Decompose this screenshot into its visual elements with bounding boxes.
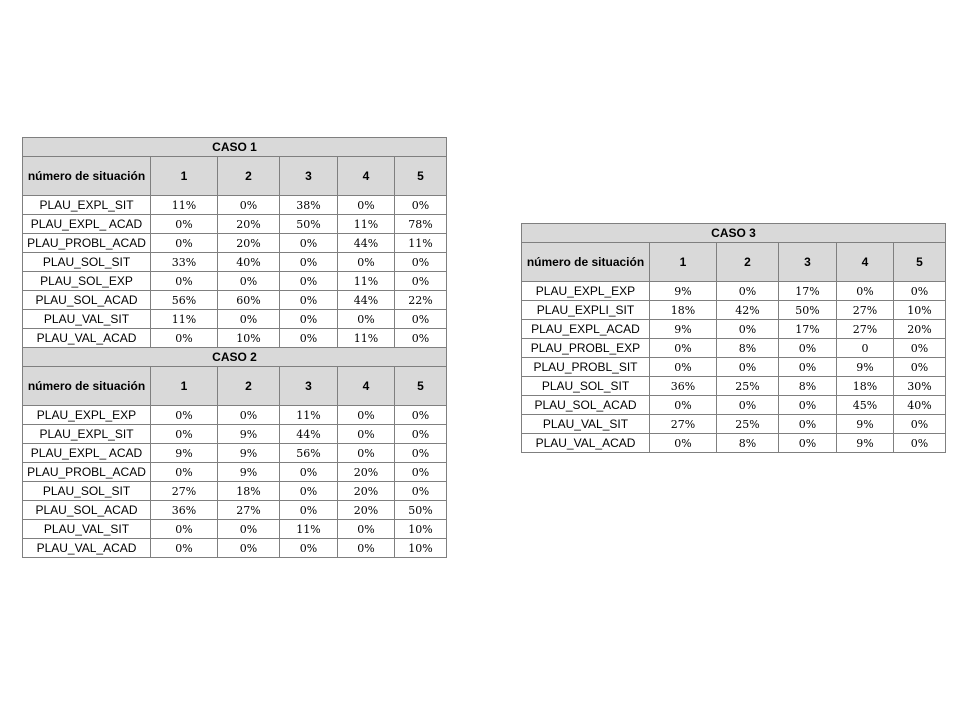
row-label: PLAU_PROBL_SIT — [522, 358, 650, 377]
percent-cell: 0% — [218, 310, 280, 329]
casos-1-2-table — [22, 137, 447, 558]
table-row — [522, 320, 946, 339]
case-title: CASO 1 — [23, 138, 447, 157]
percent-cell: 11% — [338, 215, 395, 234]
percent-cell: 0% — [151, 406, 218, 425]
percent-cell: 36% — [151, 501, 218, 520]
percent-cell: 27% — [650, 415, 717, 434]
column-header: 3 — [779, 243, 837, 282]
percent-cell: 0% — [395, 329, 447, 348]
column-header: 2 — [218, 157, 280, 196]
percent-cell: 0% — [338, 539, 395, 558]
percent-cell: 0% — [280, 253, 338, 272]
percent-cell: 78% — [395, 215, 447, 234]
table-row — [23, 234, 447, 253]
table-row — [522, 434, 946, 453]
percent-cell: 18% — [650, 301, 717, 320]
percent-cell: 0% — [395, 310, 447, 329]
row-label: PLAU_EXPL_EXP — [522, 282, 650, 301]
row-label: PLAU_SOL_ACAD — [522, 396, 650, 415]
percent-cell: 0% — [280, 272, 338, 291]
percent-cell: 27% — [218, 501, 280, 520]
percent-cell: 0% — [395, 272, 447, 291]
row-label: PLAU_PROBL_EXP — [522, 339, 650, 358]
column-header: 2 — [218, 367, 280, 406]
percent-cell: 0% — [894, 282, 946, 301]
percent-cell: 40% — [894, 396, 946, 415]
table-row — [522, 282, 946, 301]
percent-cell: 0% — [280, 463, 338, 482]
row-label: PLAU_SOL_ACAD — [23, 291, 151, 310]
percent-cell: 17% — [779, 320, 837, 339]
percent-cell: 0% — [779, 415, 837, 434]
table-row — [23, 272, 447, 291]
percent-cell: 8% — [717, 339, 779, 358]
percent-cell: 8% — [717, 434, 779, 453]
percent-cell: 20% — [338, 501, 395, 520]
case-title-row — [23, 348, 447, 367]
table-row — [23, 501, 447, 520]
table-row — [23, 196, 447, 215]
percent-cell: 9% — [218, 444, 280, 463]
column-header-row — [522, 243, 946, 282]
percent-cell: 9% — [650, 282, 717, 301]
percent-cell: 0% — [280, 234, 338, 253]
caso-3-table — [521, 223, 946, 453]
column-header: 2 — [717, 243, 779, 282]
table-row — [522, 415, 946, 434]
table-row — [23, 520, 447, 539]
percent-cell: 25% — [717, 377, 779, 396]
percent-cell: 0% — [151, 463, 218, 482]
percent-cell: 0% — [779, 358, 837, 377]
percent-cell: 0% — [650, 339, 717, 358]
percent-cell: 33% — [151, 253, 218, 272]
column-header: 1 — [151, 367, 218, 406]
case-title-row — [23, 138, 447, 157]
percent-cell: 11% — [395, 234, 447, 253]
percent-cell: 44% — [338, 234, 395, 253]
percent-cell: 27% — [837, 301, 894, 320]
percent-cell: 0% — [338, 196, 395, 215]
percent-cell: 18% — [218, 482, 280, 501]
row-label: PLAU_SOL_SIT — [23, 482, 151, 501]
percent-cell: 20% — [338, 482, 395, 501]
row-label: PLAU_VAL_SIT — [23, 520, 151, 539]
percent-cell: 56% — [280, 444, 338, 463]
table-body — [23, 138, 447, 558]
percent-cell: 0% — [218, 196, 280, 215]
column-header: 1 — [151, 157, 218, 196]
percent-cell: 0% — [338, 253, 395, 272]
percent-cell: 10% — [894, 301, 946, 320]
percent-cell: 9% — [650, 320, 717, 339]
percent-cell: 0% — [280, 539, 338, 558]
percent-cell: 0% — [395, 444, 447, 463]
percent-cell: 0% — [280, 329, 338, 348]
situation-number-header: número de situación — [23, 367, 151, 406]
percent-cell: 0% — [338, 406, 395, 425]
table-row — [23, 310, 447, 329]
row-label: PLAU_EXPL_SIT — [23, 196, 151, 215]
percent-cell: 0% — [650, 434, 717, 453]
percent-cell: 10% — [395, 539, 447, 558]
column-header-row — [23, 367, 447, 406]
row-label: PLAU_SOL_EXP — [23, 272, 151, 291]
percent-cell: 0% — [280, 482, 338, 501]
table-row — [522, 339, 946, 358]
percent-cell: 0% — [151, 234, 218, 253]
row-label: PLAU_VAL_ACAD — [23, 329, 151, 348]
percent-cell: 10% — [395, 520, 447, 539]
table-row — [522, 301, 946, 320]
percent-cell: 0% — [779, 434, 837, 453]
row-label: PLAU_EXPL_ ACAD — [23, 215, 151, 234]
percent-cell: 0% — [717, 358, 779, 377]
row-label: PLAU_EXPL_ACAD — [522, 320, 650, 339]
column-header: 4 — [837, 243, 894, 282]
percent-cell: 0% — [395, 196, 447, 215]
percent-cell: 0% — [338, 310, 395, 329]
percent-cell: 0% — [338, 425, 395, 444]
percent-cell: 60% — [218, 291, 280, 310]
situation-number-header: número de situación — [522, 243, 650, 282]
percent-cell: 22% — [395, 291, 447, 310]
percent-cell: 40% — [218, 253, 280, 272]
table-row — [23, 425, 447, 444]
percent-cell: 0% — [894, 339, 946, 358]
situation-number-header: número de situación — [23, 157, 151, 196]
percent-cell: 11% — [338, 329, 395, 348]
percent-cell: 38% — [280, 196, 338, 215]
row-label: PLAU_EXPLI_SIT — [522, 301, 650, 320]
column-header: 5 — [395, 367, 447, 406]
percent-cell: 56% — [151, 291, 218, 310]
percent-cell: 0% — [280, 501, 338, 520]
percent-cell: 44% — [280, 425, 338, 444]
percent-cell: 0% — [218, 539, 280, 558]
percent-cell: 0% — [395, 425, 447, 444]
percent-cell: 50% — [779, 301, 837, 320]
percent-cell: 0% — [151, 539, 218, 558]
case-title: CASO 2 — [23, 348, 447, 367]
table-row — [23, 253, 447, 272]
table-body — [522, 224, 946, 453]
table-row — [23, 539, 447, 558]
percent-cell: 0% — [395, 482, 447, 501]
row-label: PLAU_VAL_SIT — [23, 310, 151, 329]
percent-cell: 42% — [717, 301, 779, 320]
row-label: PLAU_EXPL_ ACAD — [23, 444, 151, 463]
row-label: PLAU_EXPL_SIT — [23, 425, 151, 444]
percent-cell: 25% — [717, 415, 779, 434]
column-header-row — [23, 157, 447, 196]
percent-cell: 10% — [218, 329, 280, 348]
table-row — [522, 358, 946, 377]
column-header: 4 — [338, 157, 395, 196]
table-row — [23, 406, 447, 425]
case-title-row — [522, 224, 946, 243]
row-label: PLAU_VAL_ACAD — [522, 434, 650, 453]
column-header: 1 — [650, 243, 717, 282]
percent-cell: 50% — [395, 501, 447, 520]
percent-cell: 8% — [779, 377, 837, 396]
percent-cell: 0% — [338, 444, 395, 463]
percent-cell: 9% — [218, 463, 280, 482]
percent-cell: 0% — [338, 520, 395, 539]
row-label: PLAU_SOL_SIT — [522, 377, 650, 396]
case-title: CASO 3 — [522, 224, 946, 243]
column-header: 4 — [338, 367, 395, 406]
percent-cell: 11% — [280, 520, 338, 539]
percent-cell: 0% — [779, 339, 837, 358]
percent-cell: 36% — [650, 377, 717, 396]
row-label: PLAU_VAL_ACAD — [23, 539, 151, 558]
table-row — [23, 215, 447, 234]
percent-cell: 0% — [717, 396, 779, 415]
table-row — [522, 396, 946, 415]
percent-cell: 0% — [151, 520, 218, 539]
percent-cell: 0% — [395, 253, 447, 272]
percent-cell: 20% — [894, 320, 946, 339]
percent-cell: 0% — [151, 215, 218, 234]
percent-cell: 44% — [338, 291, 395, 310]
percent-cell: 9% — [151, 444, 218, 463]
table-row — [23, 482, 447, 501]
row-label: PLAU_SOL_ACAD — [23, 501, 151, 520]
percent-cell: 11% — [151, 310, 218, 329]
percent-cell: 0% — [218, 272, 280, 291]
table-row — [23, 329, 447, 348]
percent-cell: 50% — [280, 215, 338, 234]
percent-cell: 11% — [280, 406, 338, 425]
percent-cell: 0% — [894, 434, 946, 453]
percent-cell: 0% — [837, 282, 894, 301]
percent-cell: 0% — [280, 291, 338, 310]
percent-cell: 0% — [894, 415, 946, 434]
percent-cell: 0% — [151, 425, 218, 444]
table-row — [522, 377, 946, 396]
percent-cell: 27% — [151, 482, 218, 501]
percent-cell: 17% — [779, 282, 837, 301]
percent-cell: 45% — [837, 396, 894, 415]
percent-cell: 0% — [717, 282, 779, 301]
percent-cell: 0% — [395, 406, 447, 425]
column-header: 3 — [280, 157, 338, 196]
percent-cell: 9% — [837, 415, 894, 434]
column-header: 3 — [280, 367, 338, 406]
percent-cell: 0% — [717, 320, 779, 339]
percent-cell: 0% — [218, 406, 280, 425]
percent-cell: 20% — [218, 215, 280, 234]
percent-cell: 11% — [151, 196, 218, 215]
row-label: PLAU_PROBL_ACAD — [23, 234, 151, 253]
percent-cell: 0% — [218, 520, 280, 539]
column-header: 5 — [894, 243, 946, 282]
percent-cell: 18% — [837, 377, 894, 396]
percent-cell: 0% — [650, 358, 717, 377]
percent-cell: 0 — [837, 339, 894, 358]
table-row — [23, 444, 447, 463]
row-label: PLAU_SOL_SIT — [23, 253, 151, 272]
row-label: PLAU_EXPL_EXP — [23, 406, 151, 425]
percent-cell: 11% — [338, 272, 395, 291]
percent-cell: 0% — [894, 358, 946, 377]
table-row — [23, 463, 447, 482]
percent-cell: 0% — [779, 396, 837, 415]
percent-cell: 0% — [151, 329, 218, 348]
percent-cell: 27% — [837, 320, 894, 339]
percent-cell: 0% — [280, 310, 338, 329]
percent-cell: 9% — [218, 425, 280, 444]
percent-cell: 0% — [650, 396, 717, 415]
percent-cell: 30% — [894, 377, 946, 396]
percent-cell: 20% — [338, 463, 395, 482]
percent-cell: 9% — [837, 434, 894, 453]
percent-cell: 20% — [218, 234, 280, 253]
percent-cell: 9% — [837, 358, 894, 377]
percent-cell: 0% — [395, 463, 447, 482]
row-label: PLAU_PROBL_ACAD — [23, 463, 151, 482]
percent-cell: 0% — [151, 272, 218, 291]
table-row — [23, 291, 447, 310]
column-header: 5 — [395, 157, 447, 196]
row-label: PLAU_VAL_SIT — [522, 415, 650, 434]
